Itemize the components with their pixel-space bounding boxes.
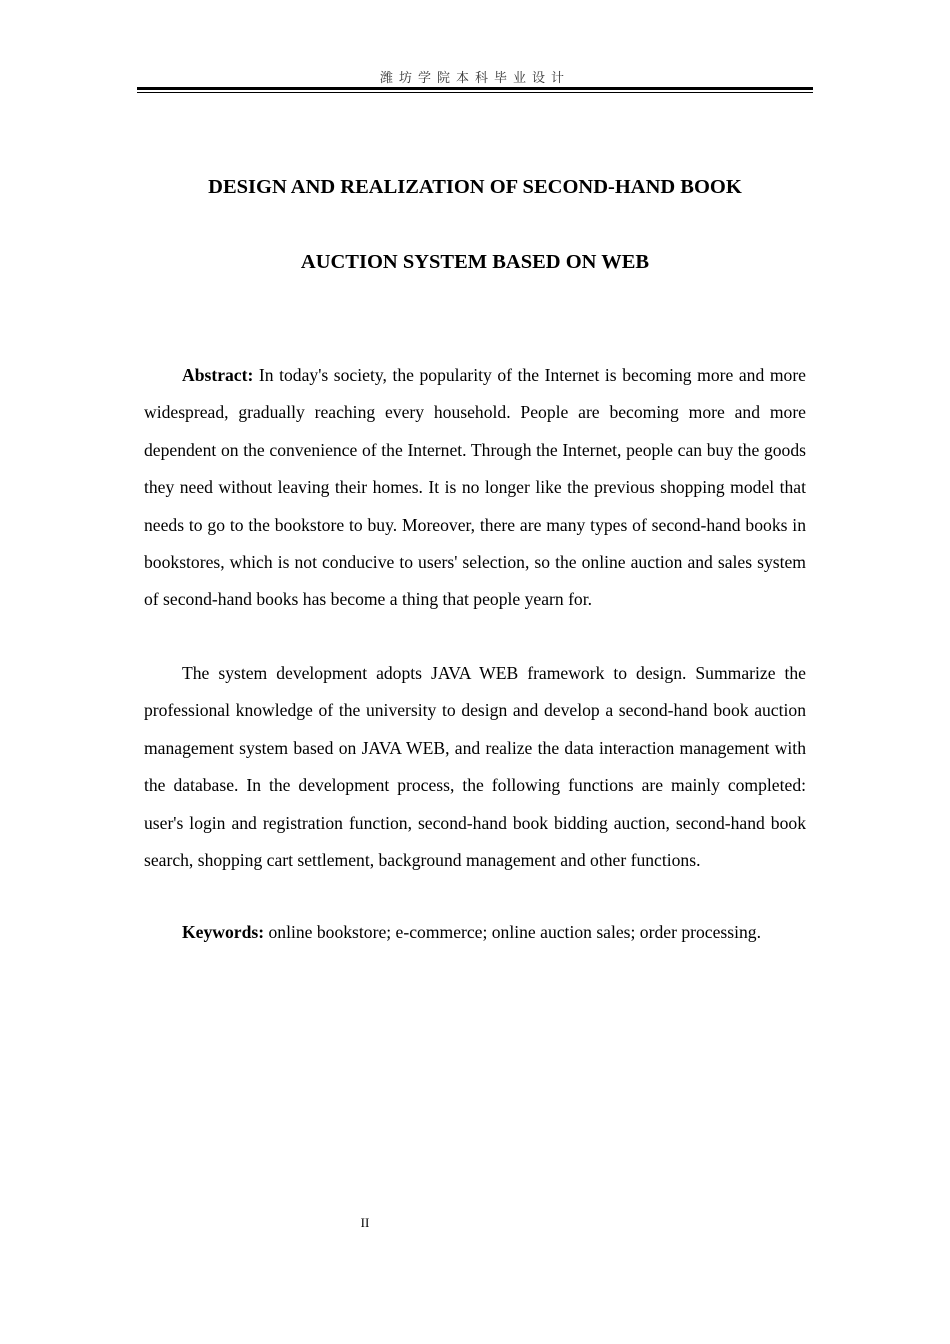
header-rule-thin bbox=[137, 92, 813, 93]
title-line-1: DESIGN AND REALIZATION OF SECOND-HAND BOOK bbox=[208, 176, 742, 198]
title-line-2: AUCTION SYSTEM BASED ON WEB bbox=[300, 251, 650, 273]
header-text: 潍坊学院本科毕业设计 bbox=[379, 71, 570, 86]
header-rule-thick bbox=[137, 87, 813, 90]
abstract-label: Abstract: bbox=[182, 365, 254, 385]
page-number: II bbox=[360, 1215, 370, 1230]
abstract-paragraph-2: The system development adopts JAVA WEB framework to design. Summarize the professional knowledge of the university to design and develop a second-hand book auction management system based on JAVA WEB, and realize the data interaction management with the database. In the development process, the following functions are mainly completed: user's login and registration function, second-hand book bidding auction, second-hand book search, shopping cart settlement, background management and other functions. bbox=[144, 663, 806, 871]
keywords-text: online bookstore; e-commerce; online auction sales; order processing. bbox=[268, 922, 761, 942]
keywords-paragraph bbox=[144, 914, 806, 951]
abstract-text-1: In today's society, the popularity of the Internet is becoming more and more widespread, gradually reaching every household. People are becoming more and more dependent on the convenience of the Internet. Through the Internet, people can buy the goods they need without leaving their homes. It is no longer like the previous shopping model that needs to go to the bookstore to buy. Moreover, there are many types of second-hand books in bookstores, which is not conducive to users' selection, so the online auction and sales system of second-hand books has become a thing that people yearn for. bbox=[144, 365, 806, 610]
abstract-paragraph-1 bbox=[144, 357, 806, 619]
keywords-label: Keywords: bbox=[182, 922, 265, 942]
